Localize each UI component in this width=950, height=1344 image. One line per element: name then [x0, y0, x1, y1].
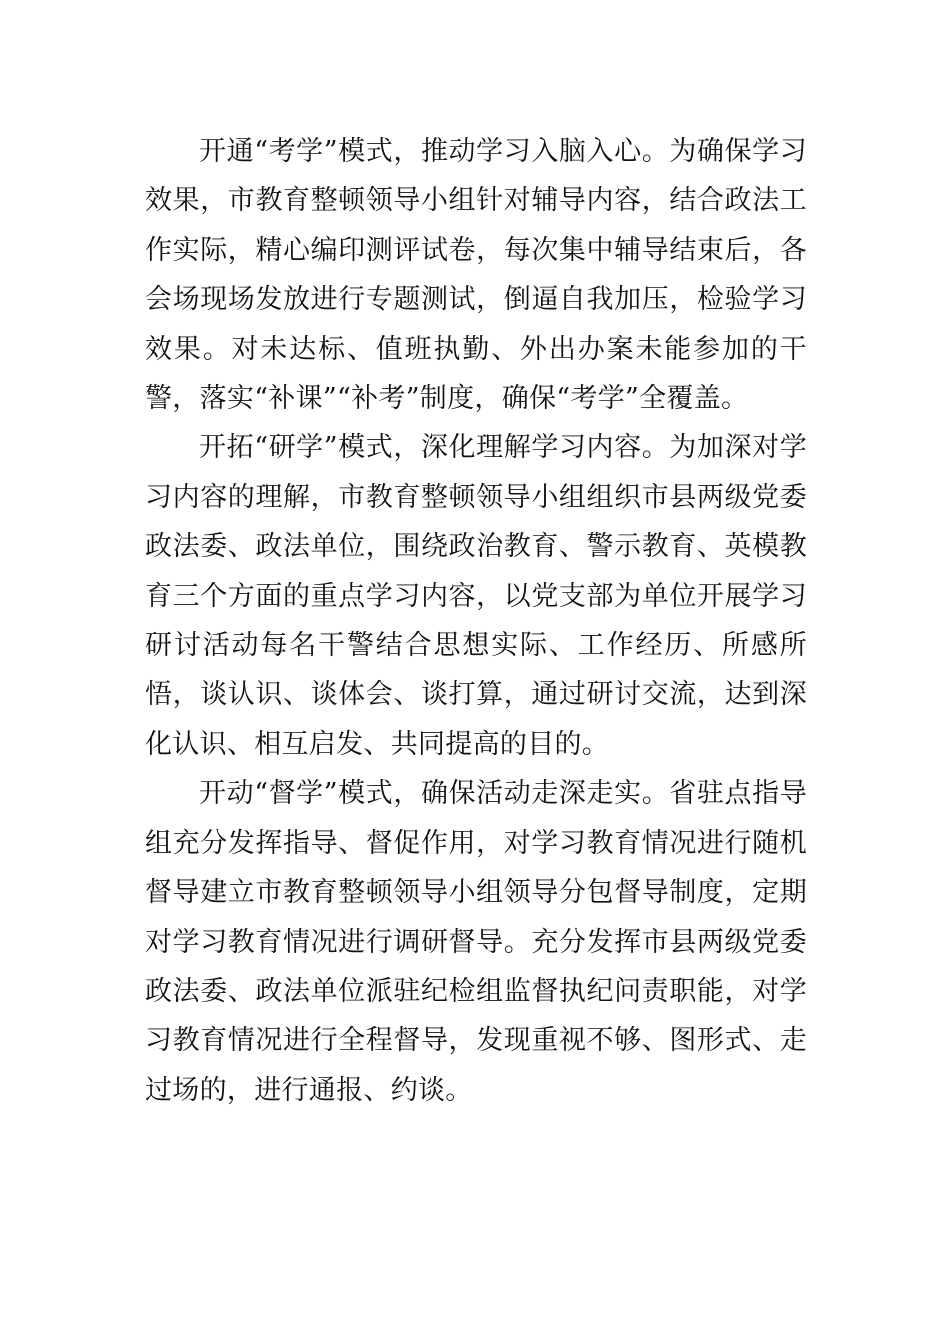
paragraph-yan-xue: 开拓“研学”模式，深化理解学习内容。为加深对学习内容的理解，市教育整顿领导小组组织市县两级党委政法委、政法单位，围绕政治教育、警示教育、英模教育三个方面的重点学习内容，以党支部为单位开展学习研讨活动每名干警结合思想实际、工作经历、所感所悟，谈认识、谈体会、谈打算，通过研讨交流，达到深化认识、相互启发、共同提高的目的。	[145, 432, 807, 760]
paragraph-kao-xue: 开通“考学”模式，推动学习入脑入心。为确保学习效果，市教育整顿领导小组针对辅导内容，结合政法工作实际，精心编印测评试卷，每次集中辅导结束后，各会场现场发放进行专题测试，倒逼自我加压，检验学习效果。对未达标、值班执勤、外出办案未能参加的干警，落实“补课”“补考”制度，确保“考学”全覆盖。	[145, 136, 807, 415]
document-body	[145, 127, 807, 1115]
paragraph-du-xue: 开动“督学”模式，确保活动走深走实。省驻点指导组充分发挥指导、督促作用，对学习教育情况进行随机督导建立市教育整顿领导小组领导分包督导制度，定期对学习教育情况进行调研督导。充分发挥市县两级党委政法委、政法单位派驻纪检组监督执纪问责职能，对学习教育情况进行全程督导，发现重视不够、图形式、走过场的，进行通报、约谈。	[145, 778, 807, 1106]
